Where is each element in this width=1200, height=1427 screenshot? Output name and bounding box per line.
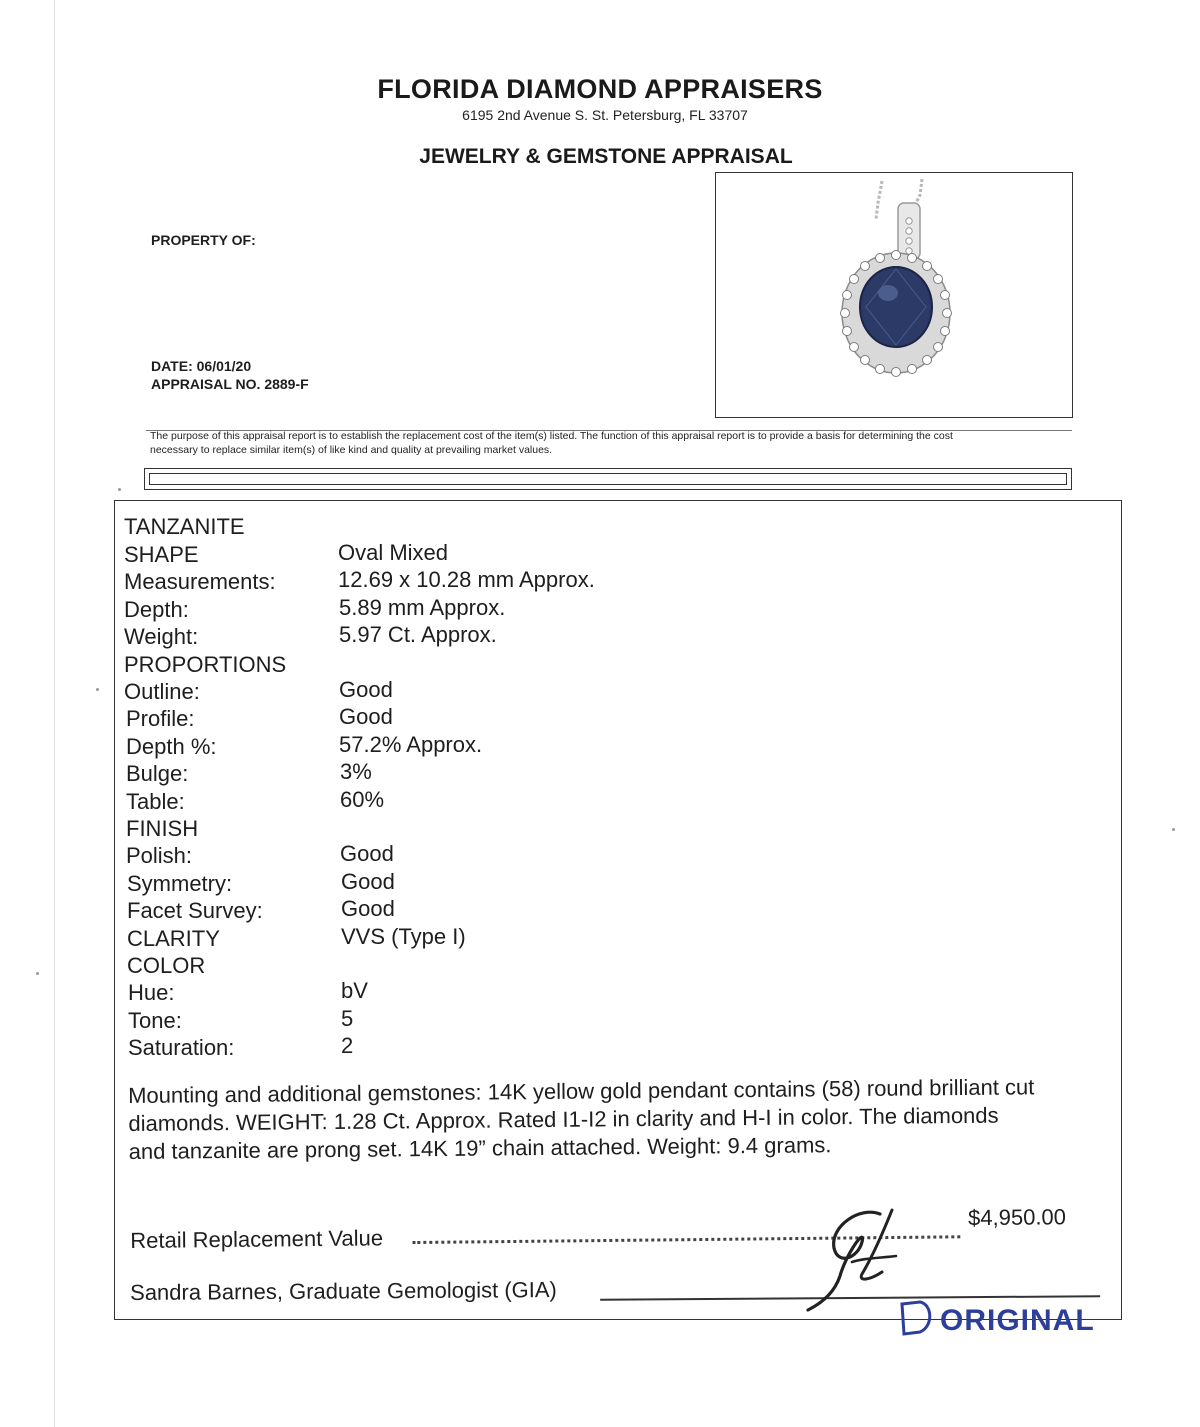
pendant-photo xyxy=(715,172,1073,418)
spec-value: 5 xyxy=(341,1006,354,1031)
spec-label: Bulge: xyxy=(126,761,189,786)
handwritten-signature xyxy=(800,1196,910,1316)
spec-label: Tone: xyxy=(128,1008,182,1033)
spec-value: bV xyxy=(341,978,368,1003)
spec-value: Good xyxy=(341,869,395,894)
pendant-image xyxy=(716,173,1072,417)
spec-label: Depth: xyxy=(124,597,189,622)
purpose-line-1: The purpose of this appraisal report is to establish the replacement cost of the item(s) listed. The function of this appraisal report is to provide a basis for determining the cost xyxy=(150,430,953,442)
spec-value: Good xyxy=(341,896,395,921)
spec-value: Good xyxy=(339,677,393,702)
spec-value: 5.97 Ct. Approx. xyxy=(339,622,497,647)
spec-value: 60% xyxy=(340,787,385,812)
spec-value: Oval Mixed xyxy=(338,540,449,565)
spec-value: VVS (Type I) xyxy=(341,924,466,949)
spec-value: 12.69 x 10.28 mm Approx. xyxy=(338,567,595,592)
spec-label: Profile: xyxy=(126,706,195,731)
spec-label: COLOR xyxy=(127,953,206,978)
spec-label: Depth %: xyxy=(126,734,217,759)
spec-label: Facet Survey: xyxy=(127,898,263,923)
spec-label: FINISH xyxy=(126,816,199,841)
spec-value: 3% xyxy=(340,759,372,784)
spec-label: Symmetry: xyxy=(127,871,233,896)
divider-bar xyxy=(144,468,1072,490)
spec-value: Good xyxy=(340,841,394,866)
description-line-2: diamonds. WEIGHT: 1.28 Ct. Approx. Rated I1-I2 in clarity and H-I in color. The diamonds xyxy=(128,1102,999,1136)
description-line-3: and tanzanite are prong set. 14K 19” chain attached. Weight: 9.4 grams. xyxy=(128,1132,832,1164)
spec-value: 57.2% Approx. xyxy=(339,732,483,757)
stamp-text: ORIGINAL xyxy=(940,1304,1095,1337)
spec-label: CLARITY xyxy=(127,926,220,951)
appraiser-name: Sandra Barnes, Graduate Gemologist (GIA) xyxy=(130,1277,557,1305)
spec-label: Saturation: xyxy=(128,1035,235,1060)
spec-label: PROPORTIONS xyxy=(124,652,287,677)
spec-value: 2 xyxy=(341,1033,354,1058)
mounting-description xyxy=(128,1072,1119,1165)
spec-value: Good xyxy=(339,704,393,729)
spec-label: Weight: xyxy=(124,624,199,649)
scan-edge-line xyxy=(54,0,55,1427)
spec-label: Hue: xyxy=(128,980,175,1005)
spec-label: Measurements: xyxy=(124,569,276,594)
spec-value: 5.89 mm Approx. xyxy=(339,595,506,620)
report-title: JEWELRY & GEMSTONE APPRAISAL xyxy=(419,145,793,168)
appraisal-date: DATE: 06/01/20 xyxy=(151,358,252,374)
spec-label: Polish: xyxy=(126,843,193,868)
purpose-statement xyxy=(150,429,1080,457)
appraisal-number: APPRAISAL NO. 2889-F xyxy=(151,376,309,392)
spec-label: SHAPE xyxy=(124,542,199,567)
company-name: FLORIDA DIAMOND APPRAISERS xyxy=(377,74,823,104)
spec-label: Outline: xyxy=(124,679,200,704)
original-stamp xyxy=(898,1296,1108,1342)
spec-label: Table: xyxy=(126,789,185,814)
retail-value-amount: $4,950.00 xyxy=(967,1204,1067,1231)
gem-heading: TANZANITE xyxy=(124,514,245,539)
company-address: 6195 2nd Avenue S. St. Petersburg, FL 33707 xyxy=(462,107,748,123)
description-line-1: Mounting and additional gemstones: 14K yellow gold pendant contains (58) round brilliant cut xyxy=(128,1074,1035,1108)
property-of-label: PROPERTY OF: xyxy=(151,232,256,248)
specification-box xyxy=(114,500,1122,1320)
purpose-line-2: necessary to replace similar item(s) of like kind and quality at prevailing market values. xyxy=(150,444,553,456)
retail-value-label: Retail Replacement Value xyxy=(130,1225,384,1253)
